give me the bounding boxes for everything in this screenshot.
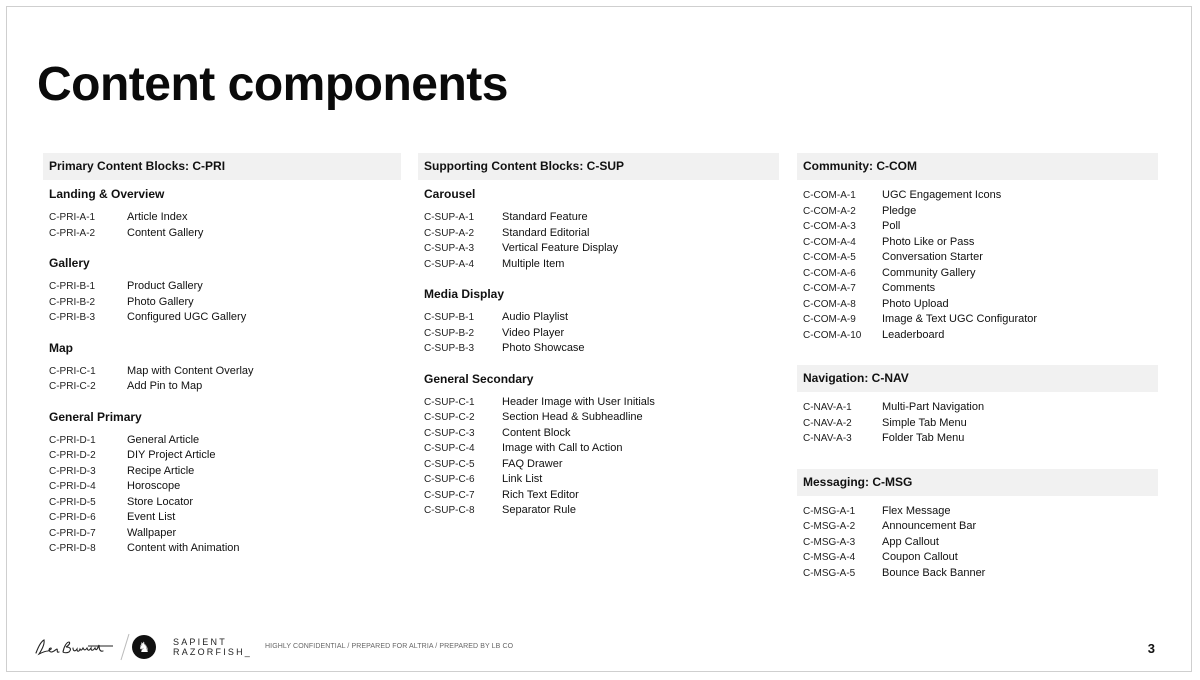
component-row: [43, 448, 401, 464]
component-name: Header Image with User Initials: [502, 395, 655, 408]
component-name: Image & Text UGC Configurator: [882, 313, 1038, 325]
component-code: C-MSG-A-5: [803, 567, 856, 579]
component-name: Poll: [882, 220, 901, 232]
component-section: [797, 504, 1158, 582]
component-name: Community Gallery: [882, 266, 976, 279]
block-header: Navigation: C-NAV: [797, 365, 1158, 392]
component-row: [43, 479, 401, 495]
component-code: C-MSG-A-1: [803, 505, 856, 517]
component-code: C-COM-A-10: [803, 329, 862, 341]
block-header: Messaging: C-MSG: [797, 469, 1158, 496]
component-row: [418, 426, 779, 442]
section-title: Gallery: [49, 256, 90, 270]
component-name: Pledge: [882, 204, 917, 217]
block-header: Supporting Content Blocks: C-SUP: [418, 153, 779, 180]
component-list: [43, 279, 401, 326]
component-name: DIY Project Article: [127, 449, 216, 461]
component-code: C-SUP-C-4: [424, 443, 475, 454]
component-code: C-COM-A-7: [803, 283, 856, 294]
component-code: C-SUP-A-1: [424, 212, 475, 223]
component-name: Folder Tab Menu: [882, 432, 965, 444]
component-row: [418, 241, 779, 257]
component-list: [418, 395, 779, 519]
component-row: [797, 431, 1158, 447]
component-list: [43, 364, 401, 395]
component-name: Coupon Callout: [882, 551, 958, 563]
component-row: [418, 488, 779, 504]
component-name: Recipe Article: [127, 464, 195, 477]
component-code: C-PRI-D-6: [49, 512, 96, 523]
slide: [6, 6, 1192, 672]
block-header: Primary Content Blocks: C-PRI: [43, 153, 401, 180]
component-code: C-SUP-C-7: [424, 489, 475, 501]
footer-divider: [119, 633, 131, 661]
component-name: Vertical Feature Display: [502, 242, 619, 254]
component-row: [797, 416, 1158, 432]
component-section: [418, 372, 779, 519]
component-row: [418, 503, 779, 519]
component-row: [797, 281, 1158, 297]
component-group: [797, 365, 1158, 447]
component-code: C-SUP-C-1: [424, 396, 475, 408]
section-title: General Secondary: [424, 371, 534, 386]
component-row: [797, 519, 1158, 535]
component-name: Link List: [502, 473, 543, 485]
component-name: Article Index: [127, 211, 188, 223]
component-code: C-COM-A-2: [803, 205, 856, 217]
section-title: Map: [49, 340, 73, 355]
component-row: [797, 566, 1158, 582]
component-row: [43, 310, 401, 326]
component-row: [418, 341, 779, 357]
component-code: C-COM-A-1: [803, 190, 856, 201]
component-list: [797, 400, 1158, 447]
component-code: C-SUP-C-3: [424, 427, 475, 439]
component-code: C-PRI-D-1: [49, 434, 96, 446]
component-group: [797, 153, 1158, 343]
component-section: [418, 187, 779, 272]
component-row: [418, 457, 779, 473]
component-row: [797, 328, 1158, 344]
component-code: C-COM-A-3: [803, 221, 856, 232]
component-code: C-NAV-A-3: [803, 433, 852, 444]
component-row: [43, 526, 401, 542]
component-list: [797, 188, 1158, 343]
component-code: C-PRI-A-1: [49, 212, 96, 223]
component-name: Leaderboard: [882, 328, 945, 341]
component-code: C-SUP-B-1: [424, 312, 475, 323]
component-row: [43, 379, 401, 395]
component-section: [43, 187, 401, 241]
brand-line-2: RAZORFISH_: [173, 647, 253, 657]
component-code: C-PRI-A-2: [49, 227, 96, 239]
component-name: Image with Call to Action: [502, 442, 623, 454]
component-code: C-PRI-C-2: [49, 381, 96, 392]
component-code: C-PRI-C-1: [49, 365, 96, 377]
component-list: [418, 310, 779, 357]
component-name: Content with Animation: [127, 542, 240, 554]
component-row: [418, 226, 779, 242]
component-row: [797, 504, 1158, 520]
horse-badge-icon: ♞: [132, 635, 156, 659]
component-code: C-PRI-D-7: [49, 527, 96, 539]
component-code: C-NAV-A-2: [803, 417, 852, 429]
component-row: [797, 535, 1158, 551]
component-row: [418, 410, 779, 426]
component-row: [797, 297, 1158, 313]
component-list: [43, 433, 401, 557]
component-name: General Article: [127, 433, 200, 446]
component-row: [418, 326, 779, 342]
component-row: [797, 219, 1158, 235]
component-row: [418, 310, 779, 326]
component-code: C-COM-A-6: [803, 267, 856, 279]
component-group: [43, 153, 401, 557]
component-name: Conversation Starter: [882, 251, 983, 263]
component-list: [418, 210, 779, 272]
component-name: Content Gallery: [127, 226, 204, 239]
component-list: [797, 504, 1158, 582]
component-section: [43, 341, 401, 395]
component-row: [43, 541, 401, 557]
component-name: Store Locator: [127, 495, 194, 508]
component-row: [418, 395, 779, 411]
component-code: C-SUP-B-2: [424, 327, 475, 339]
component-name: Photo Gallery: [127, 295, 194, 308]
component-name: Horoscope: [127, 480, 181, 492]
component-name: Photo Showcase: [502, 342, 585, 354]
component-row: [797, 204, 1158, 220]
component-section: [797, 188, 1158, 343]
brand-line-1: SAPIENT: [173, 637, 227, 647]
component-code: C-PRI-D-3: [49, 465, 96, 477]
component-code: C-MSG-A-3: [803, 536, 856, 548]
component-code: C-SUP-A-2: [424, 227, 475, 239]
component-code: C-PRI-D-4: [49, 481, 96, 492]
component-name: Rich Text Editor: [502, 488, 579, 501]
component-code: C-SUP-C-8: [424, 505, 475, 516]
component-name: Video Player: [502, 326, 565, 339]
component-name: Simple Tab Menu: [882, 416, 967, 429]
component-name: Flex Message: [882, 504, 951, 517]
component-code: C-SUP-A-4: [424, 258, 475, 270]
component-name: FAQ Drawer: [502, 457, 563, 470]
component-list: [43, 210, 401, 241]
component-row: [43, 495, 401, 511]
component-name: Photo Upload: [882, 297, 949, 310]
sapient-razorfish-logo: [173, 637, 252, 657]
component-name: Map with Content Overlay: [127, 364, 254, 377]
component-row: [43, 226, 401, 242]
component-section: [43, 410, 401, 557]
component-code: C-SUP-C-5: [424, 458, 475, 470]
component-row: [418, 472, 779, 488]
component-name: Multi-Part Navigation: [882, 401, 985, 413]
component-row: [418, 441, 779, 457]
component-name: Multiple Item: [502, 257, 565, 270]
component-code: C-PRI-D-8: [49, 543, 96, 554]
confidential-notice: HIGHLY CONFIDENTIAL / PREPARED FOR ALTRIA / PREPARED BY LB CO: [265, 643, 514, 650]
column-supporting: [418, 153, 779, 534]
component-row: [43, 295, 401, 311]
column-community-nav-messaging: [797, 153, 1158, 603]
component-row: [43, 364, 401, 380]
component-name: UGC Engagement Icons: [882, 189, 1002, 201]
component-row: [43, 210, 401, 226]
component-code: C-MSG-A-2: [803, 521, 856, 532]
component-name: Photo Like or Pass: [882, 235, 975, 248]
footer: [7, 629, 1193, 665]
page-number: 3: [1147, 641, 1155, 656]
component-group: [797, 469, 1158, 582]
component-row: [797, 550, 1158, 566]
component-section: [797, 400, 1158, 447]
component-code: C-NAV-A-1: [803, 402, 852, 413]
component-code: C-SUP-C-6: [424, 474, 475, 485]
component-code: C-COM-A-4: [803, 236, 856, 248]
component-name: Wallpaper: [127, 526, 177, 539]
component-name: Standard Feature: [502, 211, 588, 223]
component-name: Announcement Bar: [882, 520, 977, 532]
component-code: C-PRI-B-2: [49, 296, 96, 308]
component-name: Add Pin to Map: [127, 380, 203, 392]
component-code: C-COM-A-9: [803, 314, 856, 325]
component-name: Section Head & Subheadline: [502, 411, 643, 423]
section-title: Media Display: [424, 287, 505, 301]
component-code: C-PRI-D-5: [49, 496, 96, 508]
component-row: [43, 433, 401, 449]
component-code: C-MSG-A-4: [803, 552, 856, 563]
component-section: [418, 287, 779, 357]
component-row: [797, 400, 1158, 416]
component-row: [797, 266, 1158, 282]
component-row: [43, 464, 401, 480]
component-name: Configured UGC Gallery: [127, 311, 247, 323]
component-code: C-COM-A-5: [803, 252, 856, 263]
section-title: General Primary: [49, 409, 142, 424]
component-name: Bounce Back Banner: [882, 566, 986, 579]
component-name: Audio Playlist: [502, 311, 569, 323]
component-code: C-PRI-B-1: [49, 281, 96, 292]
component-name: Standard Editorial: [502, 226, 590, 239]
component-row: [43, 510, 401, 526]
component-name: App Callout: [882, 535, 939, 548]
component-row: [797, 188, 1158, 204]
section-title: Carousel: [424, 187, 476, 201]
component-section: [43, 256, 401, 326]
component-row: [797, 250, 1158, 266]
component-row: [797, 235, 1158, 251]
component-code: C-SUP-B-3: [424, 343, 475, 354]
component-row: [797, 312, 1158, 328]
component-code: C-COM-A-8: [803, 298, 856, 310]
component-code: C-PRI-B-3: [49, 312, 96, 323]
block-header: Community: C-COM: [797, 153, 1158, 180]
component-name: Product Gallery: [127, 280, 203, 292]
component-name: Event List: [127, 511, 176, 523]
component-row: [418, 210, 779, 226]
component-name: Separator Rule: [502, 504, 576, 516]
column-primary: [43, 153, 401, 572]
page-title: Content components: [37, 58, 508, 111]
component-name: Comments: [882, 282, 936, 294]
component-code: C-SUP-C-2: [424, 412, 475, 423]
component-group: [418, 153, 779, 519]
component-row: [43, 279, 401, 295]
component-name: Content Block: [502, 426, 571, 439]
component-code: C-SUP-A-3: [424, 243, 475, 254]
component-row: [418, 257, 779, 273]
leo-burnett-signature-icon: [33, 633, 115, 661]
section-title: Landing & Overview: [49, 187, 165, 201]
component-code: C-PRI-D-2: [49, 450, 96, 461]
